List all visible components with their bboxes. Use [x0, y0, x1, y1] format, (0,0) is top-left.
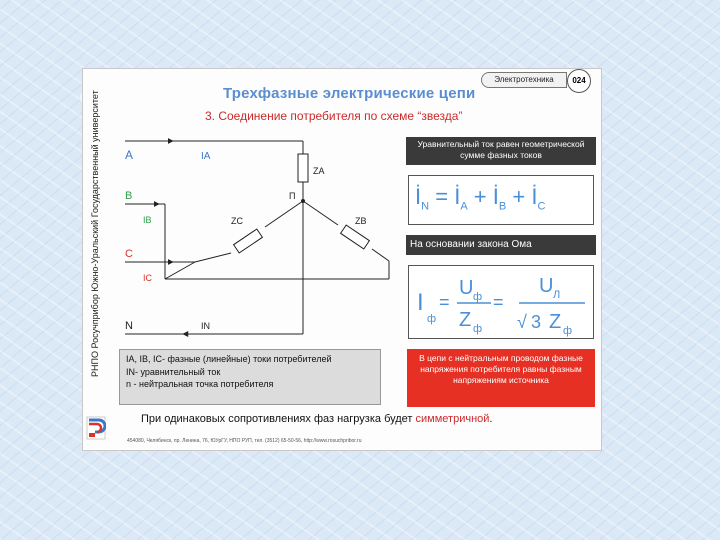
resistor-za [298, 154, 308, 182]
slide-subtitle: 3. Соединение потребителя по схеме “звезда” [205, 109, 463, 123]
svg-text:√: √ [517, 312, 527, 332]
svg-text:Z: Z [459, 309, 472, 331]
legend-line-2: IN- уравнительный ток [126, 366, 221, 377]
resistor-zb [341, 225, 370, 249]
label-current-ic: IC [143, 273, 152, 283]
ohm-law-caption: На основании закона Ома [406, 235, 596, 255]
page-number: 024 [567, 69, 591, 93]
logo-icon [86, 415, 106, 441]
svg-text:I: I [417, 289, 424, 316]
svg-text:ф: ф [563, 325, 573, 337]
svg-text:ф: ф [473, 291, 483, 303]
symmetric-load-note: При одинаковых сопротивлениях фаз нагрузка будет симметричной. [141, 413, 493, 425]
slide [82, 68, 602, 451]
svg-text:3: 3 [531, 312, 542, 332]
label-line-a: A [125, 148, 134, 162]
equalizing-current-caption: Уравнительный ток равен геометрической сумме фазных токов [406, 137, 596, 165]
star-circuit-diagram [113, 129, 403, 344]
legend-line-1: IA, IB, IC- фазные (линейные) токи потребителей [126, 354, 332, 364]
sidebar [83, 69, 107, 450]
svg-text:=: = [439, 292, 450, 312]
neutral-wire-note: В цепи с нейтральным проводом фазные напряжения потребителя равны фазным напряжениям источника [407, 349, 595, 407]
topic-tag: Электротехника [481, 72, 567, 88]
svg-text:Z: Z [549, 311, 562, 333]
slide-title: Трехфазные электрические цепи [223, 85, 476, 102]
label-node: П [289, 191, 296, 201]
footer-contact: 454080, Челябинск, пр. Ленина, 76, ЮУрГУ, НПО РУП, тел. (3512) 65-50-56, http://www.rosuchpribor.ru [127, 438, 362, 444]
legend-box [119, 349, 381, 405]
label-line-n: N [125, 320, 133, 332]
label-current-in: IN [201, 321, 210, 331]
sidebar-org-text: РНПО Росучприбор Южно-Уральский Государственный университет [90, 90, 100, 378]
ohm-law-formula [408, 265, 594, 339]
label-zb: ZB [355, 216, 367, 226]
label-line-b: B [125, 190, 133, 202]
svg-text:U: U [539, 275, 554, 297]
svg-text:U: U [459, 277, 474, 299]
svg-text:ф: ф [427, 313, 437, 325]
svg-text:Л: Л [553, 289, 561, 301]
label-za: ZA [313, 166, 325, 176]
resistor-zc [234, 229, 263, 253]
neutral-current-formula: $İ_N$ = $İ_A$ + $İ_B$ + $İ_C$ [408, 175, 594, 225]
legend-line-3: n - нейтральная точка потребителя [126, 379, 274, 389]
label-zc: ZC [231, 216, 243, 226]
ohm-formula-graphic [409, 266, 595, 340]
label-line-c: C [125, 248, 133, 260]
svg-text:=: = [493, 292, 504, 312]
svg-text:ф: ф [473, 323, 483, 335]
label-current-ia: IA [201, 151, 211, 162]
label-current-ib: IB [143, 215, 152, 225]
